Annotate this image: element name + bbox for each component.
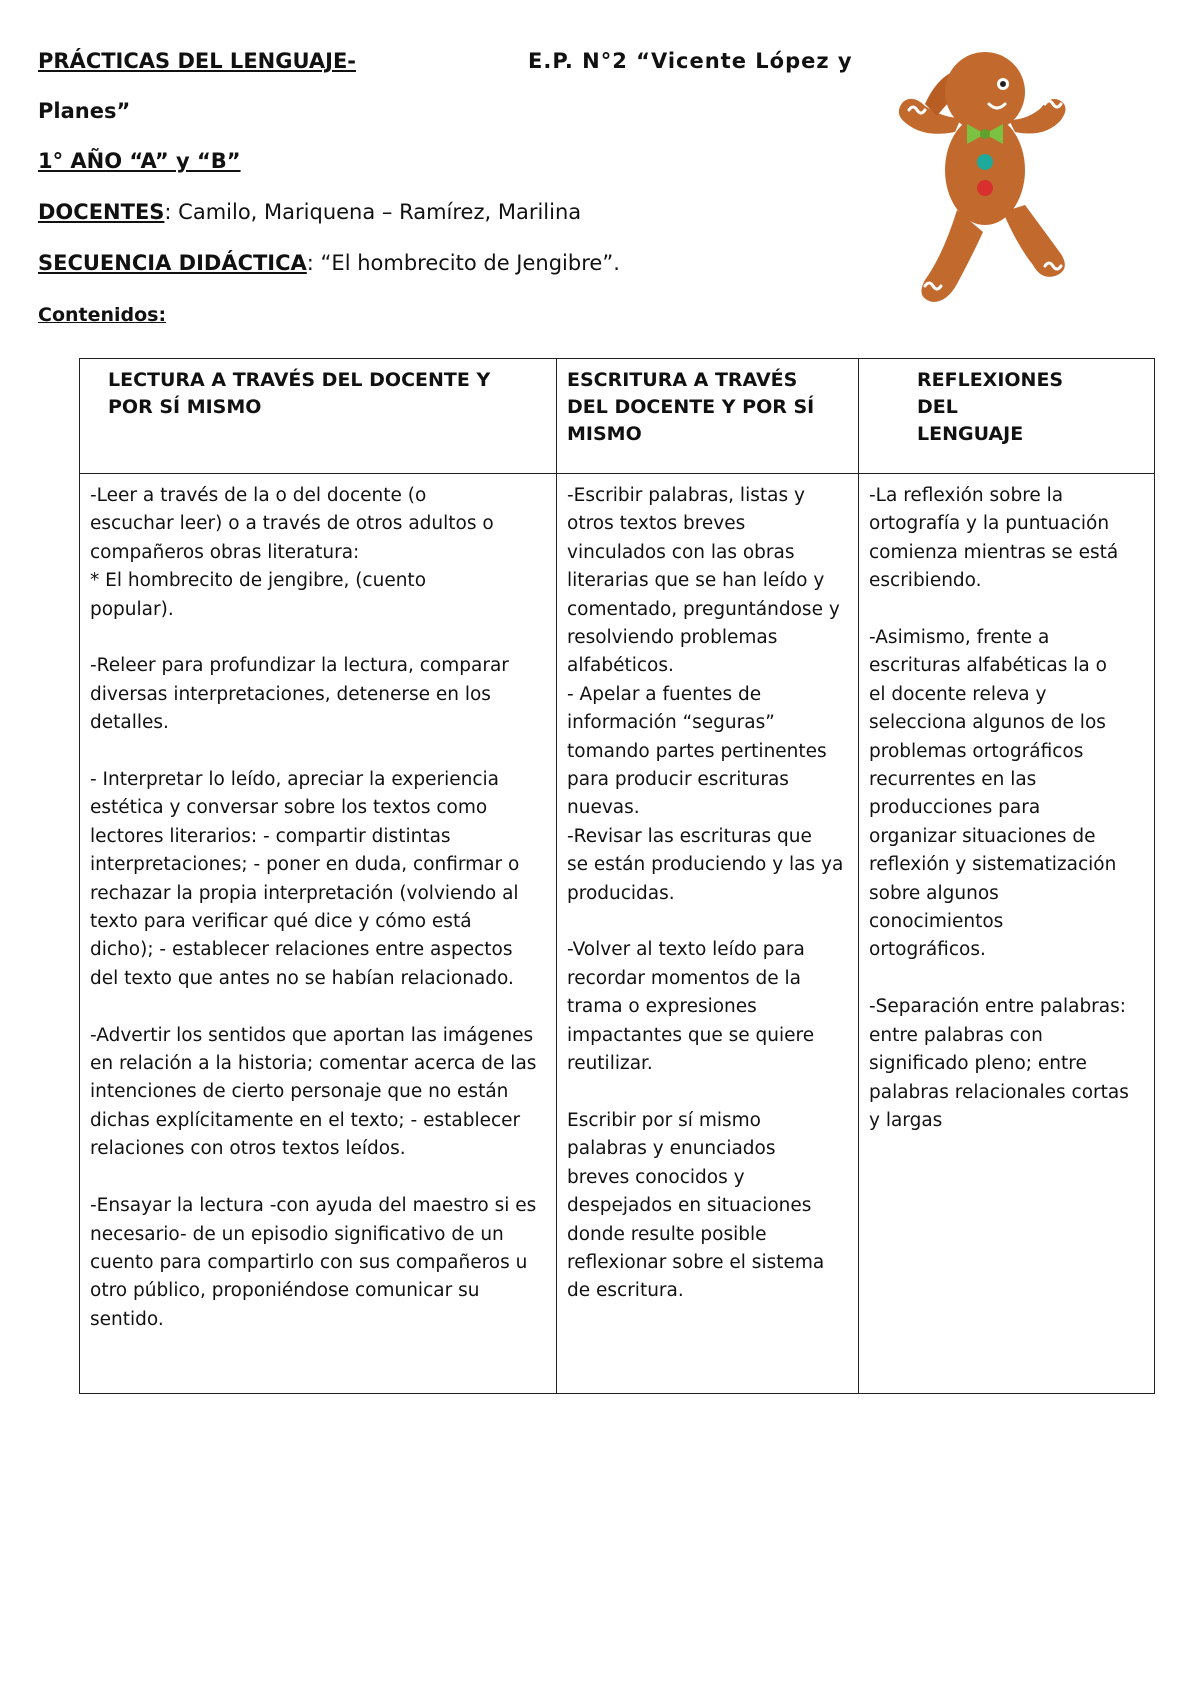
list-item: -Asimismo, frente a escrituras alfabéticas la o el docente releva y selecciona algunos de los problemas ortográficos recurrentes en las producciones para organizar situaciones de reflexión y sistematización sobre algunos conocimientos ortográficos. <box>869 627 1117 961</box>
header-text: ESCRITURA A TRAVÉS DEL DOCENTE Y POR SÍ MISMO <box>567 369 815 445</box>
header-reflexiones <box>859 359 1155 474</box>
list-item: -Separación entre palabras: entre palabras con significado pleno; entre palabras relacionales cortas y largas <box>869 996 1129 1131</box>
header-escritura <box>557 359 859 474</box>
header-lectura <box>80 359 557 474</box>
button-icon <box>977 180 993 196</box>
list-item: -Volver al texto leído para recordar momentos de la trama o expresiones impactantes que se quiere reutilizar. <box>567 939 815 1075</box>
list-item: Escribir por sí mismo palabras y enunciados breves conocidos y despejados en situaciones donde resulte posible reflexionar sobre el sistema de escritura. <box>567 1109 825 1302</box>
school-name-line1: E.P. N°2 “Vicente López y <box>528 49 853 73</box>
table-header-row <box>80 359 1155 474</box>
header-text: LECTURA A TRAVÉS DEL DOCENTE Y POR SÍ MISMO <box>108 369 491 418</box>
teachers-line <box>38 197 581 227</box>
cell-lectura <box>80 474 557 1394</box>
sequence-label: SECUENCIA DIDÁCTICA <box>38 251 307 275</box>
teachers-value: : Camilo, Mariquena – Ramírez, Marilina <box>164 200 582 224</box>
list-item: - Apelar a fuentes de información “seguras” tomando partes pertinentes para producir escrituras nuevas. <box>567 683 827 819</box>
subject-title: PRÁCTICAS DEL LENGUAJE- <box>38 49 357 73</box>
gingerbread-body <box>899 52 1066 302</box>
list-item: -Ensayar la lectura -con ayuda del maestro si es necesario- de un episodio significativo de un cuento para compartirlo con sus compañeros u otro público, proponiéndose comunicar su sentido. <box>90 1195 537 1330</box>
table-row <box>80 474 1155 1394</box>
school-name-line2: Planes” <box>38 99 131 123</box>
sequence-line <box>38 248 620 278</box>
cell-escritura <box>557 474 859 1394</box>
teachers-label: DOCENTES <box>38 200 165 224</box>
grade-line: 1° AÑO “A” y “B” <box>38 149 241 173</box>
header-text: REFLEXIONES DEL LENGUAJE <box>917 369 1064 445</box>
list-item: -Advertir los sentidos que aportan las imágenes en relación a la historia; comentar acerca de las intenciones de cierto personaje que no están dichas explícitamente en el texto; - establecer relaciones con otros textos leídos. <box>90 1024 537 1160</box>
cell-reflexiones <box>859 474 1155 1394</box>
gingerbread-man-icon <box>885 40 1085 305</box>
button-icon <box>977 154 993 170</box>
sequence-value: : “El hombrecito de Jengibre”. <box>306 251 620 275</box>
contents-label: Contenidos: <box>38 304 167 326</box>
list-item: -Leer a través de la o del docente (o escuchar leer) o a través de otros adultos o compañeros obras literatura: * El hombrecito de jengibre, (cuento popular). <box>90 485 494 620</box>
list-item: -Escribir palabras, listas y otros textos breves vinculados con las obras literarias que se han leído y comentado, preguntándose y resolviendo problemas alfabéticos. <box>567 485 840 677</box>
list-item: -Releer para profundizar la lectura, comparar diversas interpretaciones, detenerse en los detalles. <box>90 655 509 734</box>
list-item: -Revisar las escrituras que se están produciendo y las ya producidas. <box>567 825 844 904</box>
pupil <box>1000 81 1006 87</box>
list-item: -La reflexión sobre la ortografía y la puntuación comienza mientras se está escribiendo. <box>869 485 1119 592</box>
list-item: - Interpretar lo leído, apreciar la experiencia estética y conversar sobre los textos como lectores literarios: - compartir distintas interpretaciones; - poner en duda, confirmar o rechazar la propia interpretación (volviendo al texto para verificar qué dice y cómo está dicho); - establecer relaciones entre aspectos del texto que antes no se habían relacionado. <box>90 769 520 989</box>
contents-table <box>79 358 1155 1394</box>
